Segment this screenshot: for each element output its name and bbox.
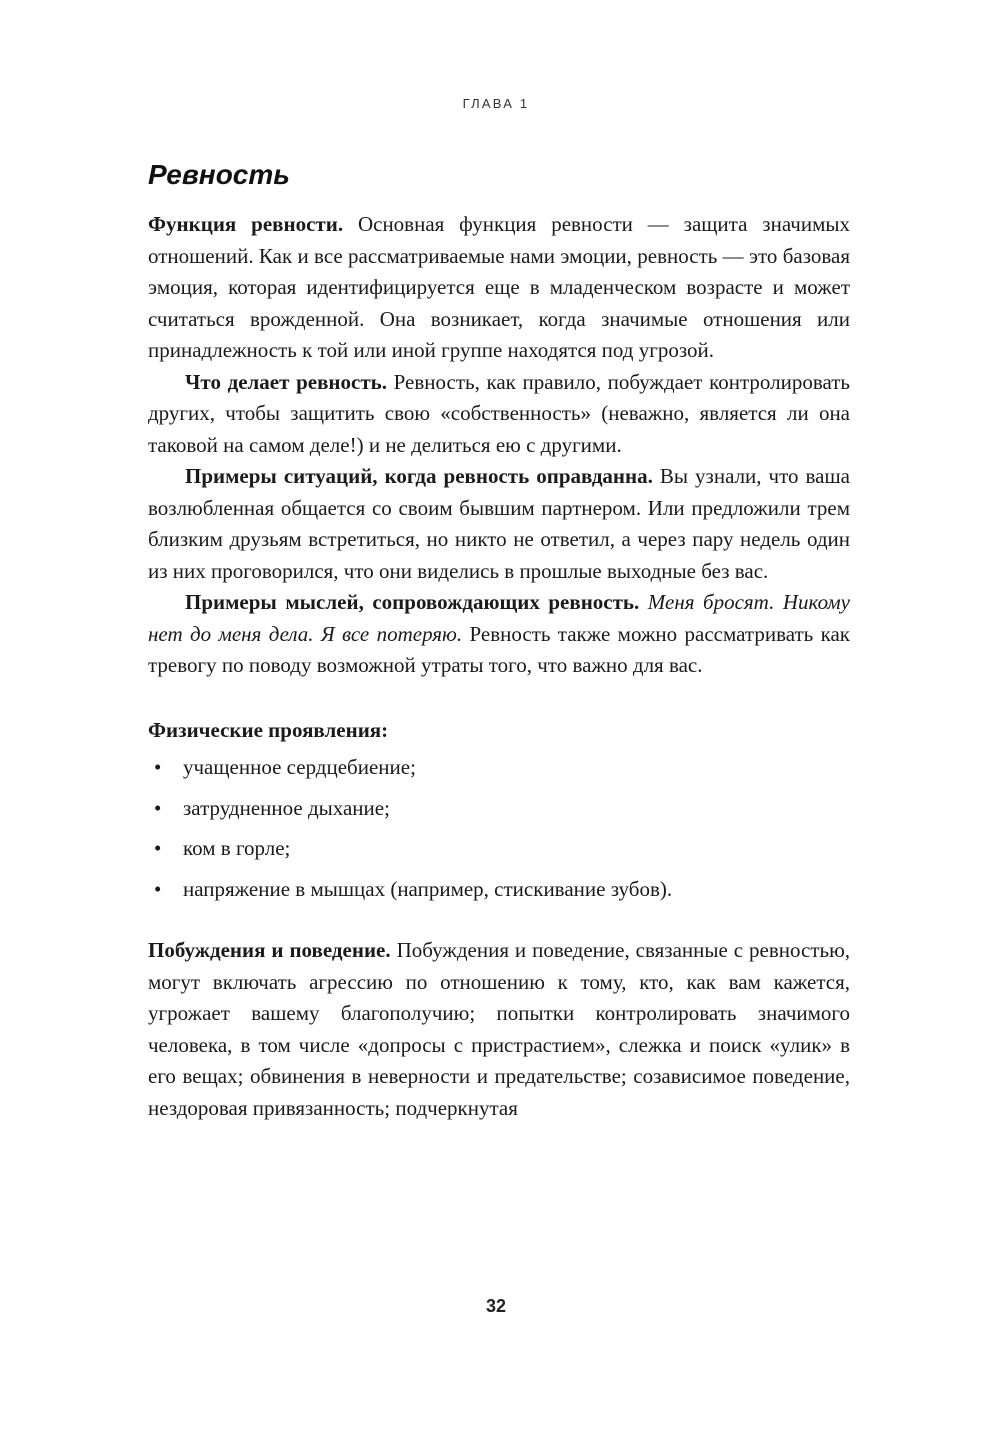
paragraph-function-lead: Функция ревности. [148,212,344,236]
bullet-icon: • [154,795,162,820]
paragraph-justified-lead: Примеры ситуаций, когда ревность оправданна. [185,464,653,488]
bullet-icon: • [154,876,162,901]
list-item-text: затрудненное дыхание; [183,795,390,820]
paragraph-thoughts-text: Ревность также можно рассматривать как тревогу по поводу возможной утраты того, что важно для вас. [148,621,850,677]
paragraph-behavior-text: Побуждения и поведение, связанные с ревностью, могут включать агрессию по отношению к тому, кто, как вам кажется, угрожает вашему благополучию; попытки контролировать значимого человека, в том числе «допросы с пристрастием», слежка и поиск «улик» в его вещах; обвинения в неверности и предательстве; созависимое поведение, нездоровая привязанность; подчеркнутая [148,938,851,1120]
paragraph-justified [148,461,850,587]
page-body [148,155,850,1124]
paragraph-thoughts [148,587,850,682]
list-item [148,793,850,825]
paragraph-behavior-lead: Побуждения и поведение. [148,938,391,962]
paragraph-justified-text: Вы узнали, что ваша возлюбленная общается со своим бывшим партнером. Или предложили трем близким друзьям встретиться, но никто не ответил, а через пару недель один из них проговорился, что они виделись в прошлые выходные без вас. [148,464,850,583]
list-item [148,752,850,784]
bullet-icon: • [154,755,162,779]
list-item [148,833,850,865]
paragraph-behavior [148,935,850,1124]
section-title: Ревность [148,159,290,190]
bullet-icon: • [154,836,162,860]
paragraph-function [148,209,850,367]
paragraph-what-it-does [148,367,850,462]
paragraph-thoughts-lead: Примеры мыслей, сопровождающих ревность. [185,590,640,614]
paragraph-what-it-does-lead: Что делает ревность. [185,369,387,394]
paragraph-what-it-does-text: Ревность, как правило, побуждает контролировать других, чтобы защитить свою «собственность» (неважно, является ли она таковой на самом деле!) и не делиться ею с другими. [148,369,850,457]
paragraph-function-text: Основная функция ревности — защита значимых отношений. Как и все рассматриваемые нами эмоции, ревность — это базовая эмоция, которая идентифицируется еще в младенческом возрасте и может считаться врожденной. Она возникает, когда значимые отношения или принадлежность к той или иной группе находятся под угрозой. [148,212,850,362]
physical-heading: Физические проявления: [148,717,389,742]
list-item-text: учащенное сердцебиение; [183,755,416,779]
list-item-text: ком в горле; [183,836,291,860]
list-item-text: напряжение в мышцах (например, стискивание зубов). [183,876,673,901]
physical-list [148,752,850,905]
list-item [148,874,850,906]
running-head: ГЛАВА 1 [462,96,530,111]
page-number: 32 [485,1296,507,1316]
paragraph-thoughts-italic: Меня бросят. Никому нет до меня дела. Я все потеряю. [148,590,850,646]
